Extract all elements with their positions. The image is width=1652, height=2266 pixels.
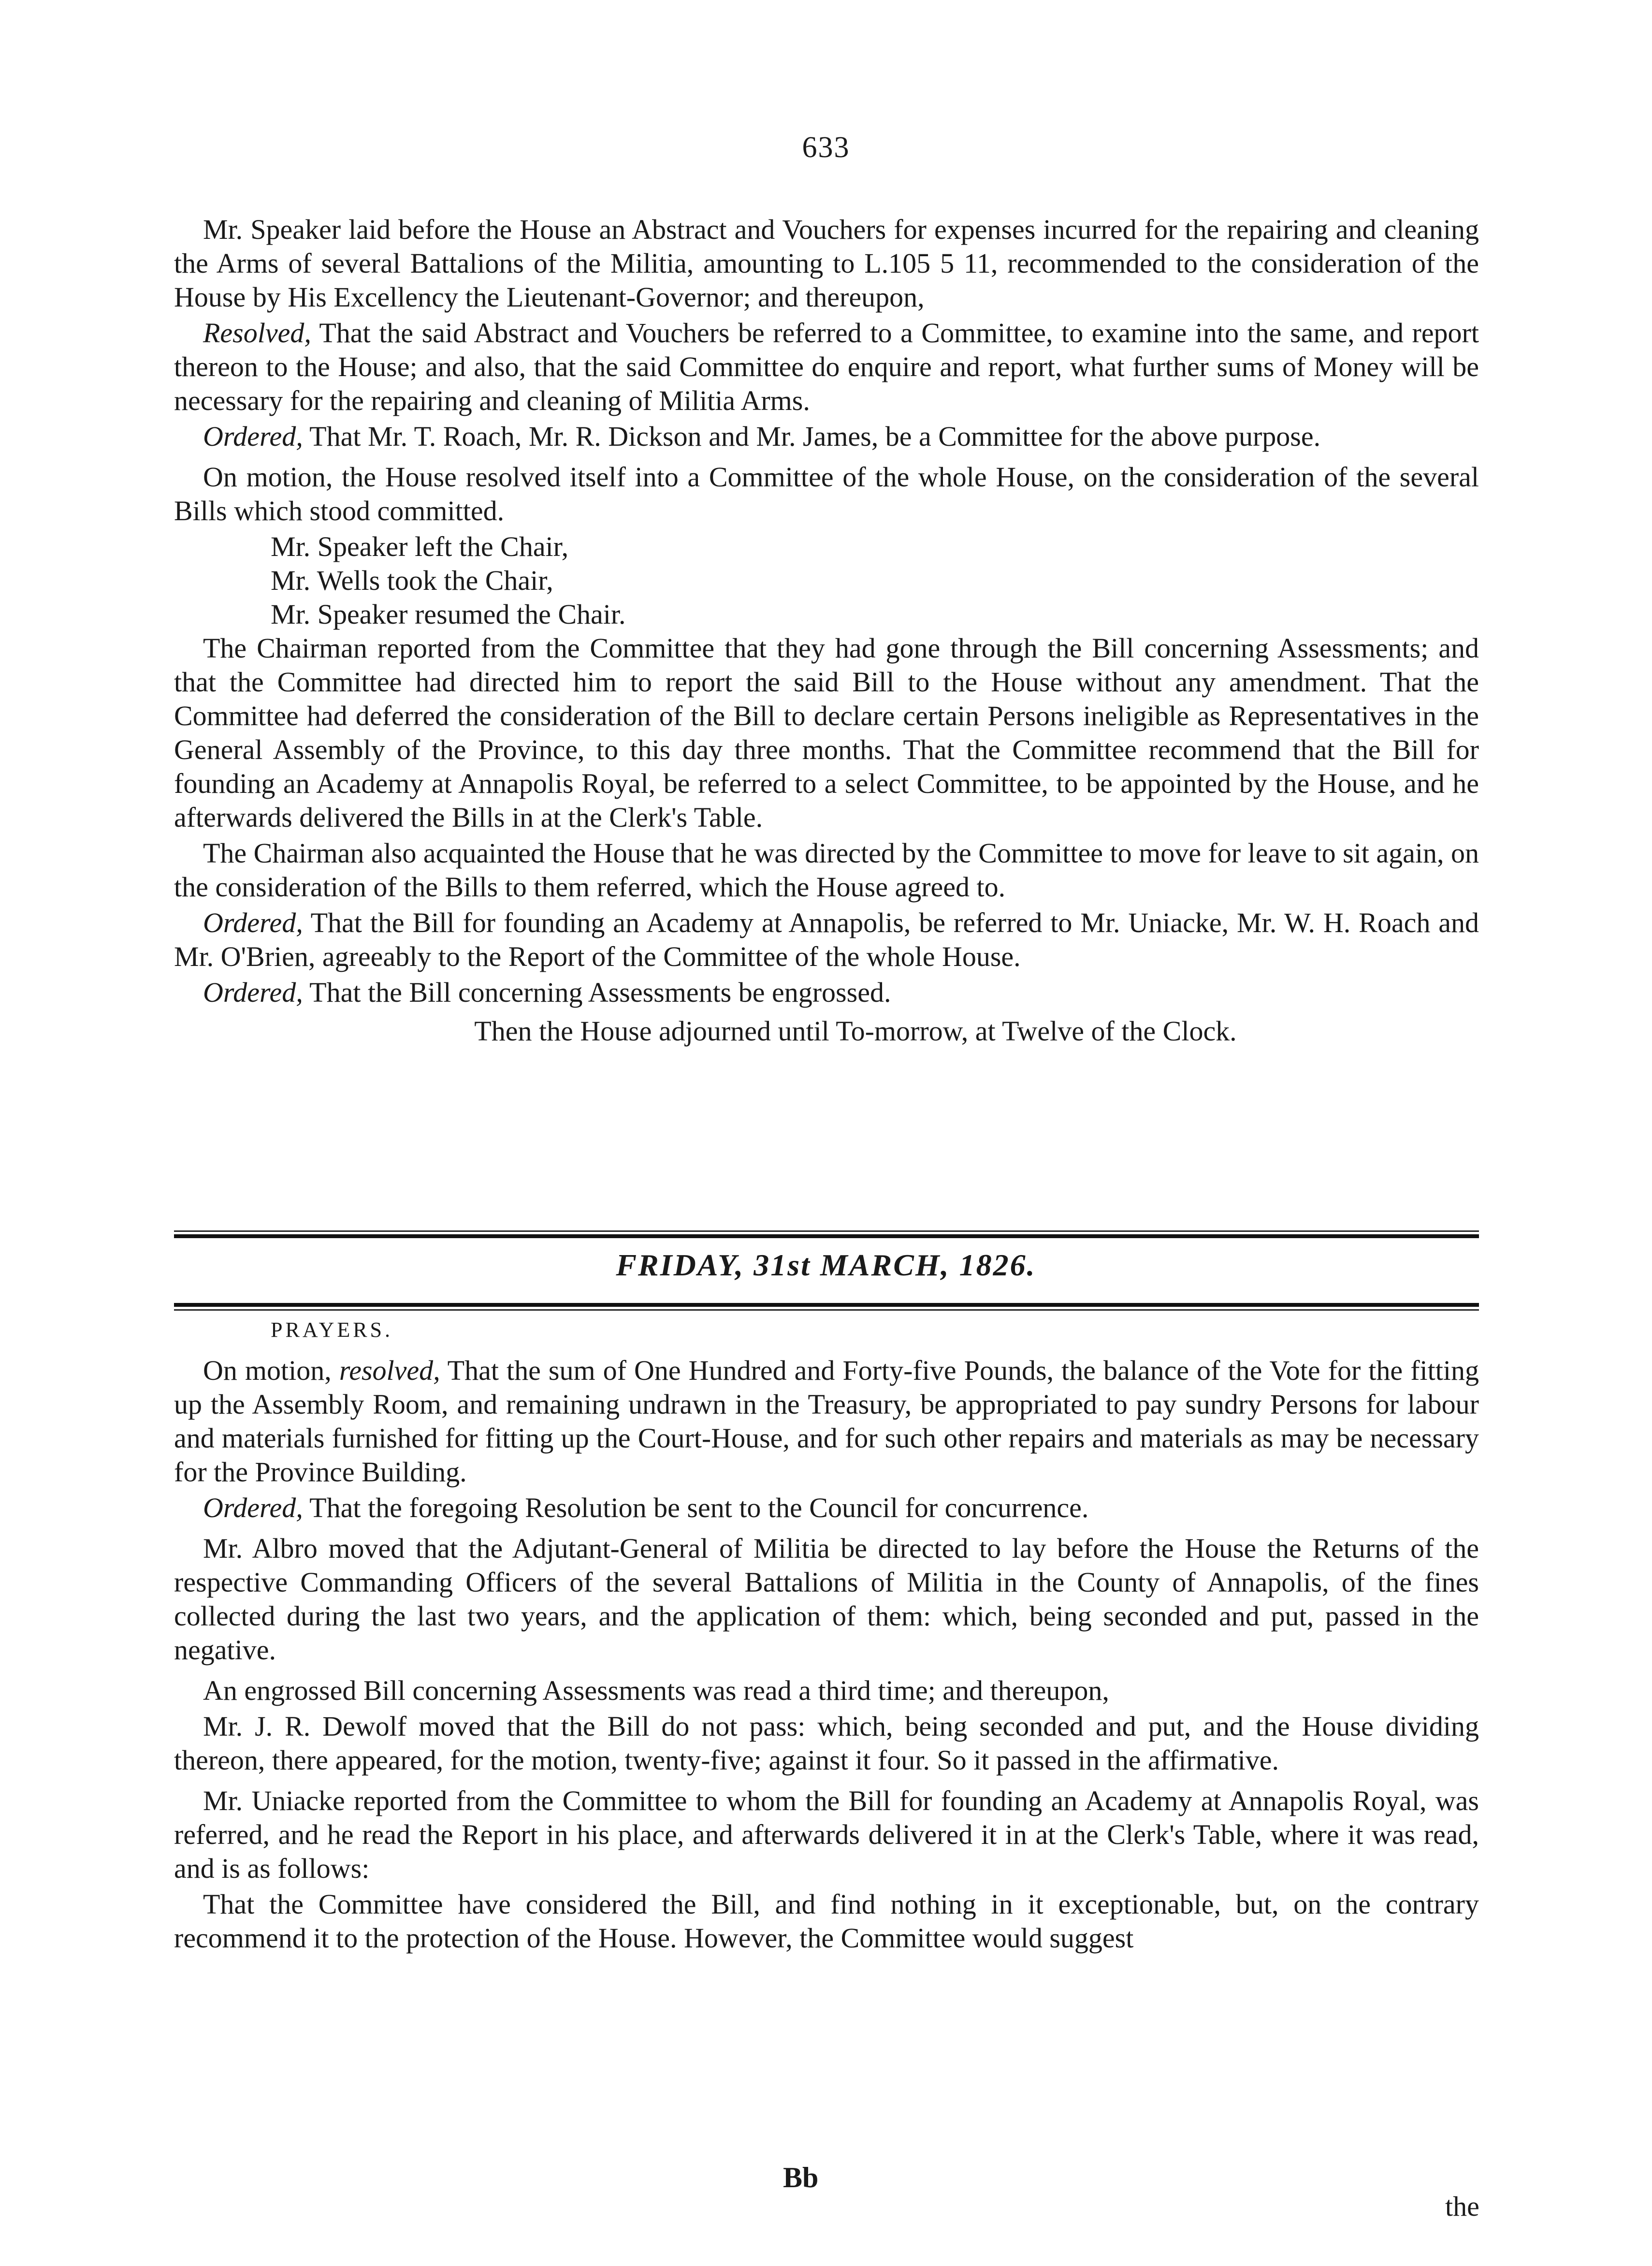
page-number: 633 xyxy=(802,131,850,164)
line-speaker-left: Mr. Speaker left the Chair, xyxy=(271,531,569,562)
line-speaker-resumed: Mr. Speaker resumed the Chair. xyxy=(271,599,626,630)
paragraph-uniacke-report: Mr. Uniacke reported from the Committee to whom the Bill for founding an Academy at Annapolis Royal, was referred, and he read the Report in his place, and afterwards delivered it in at the Clerk's Table, where it was read, and is as follows: xyxy=(174,1785,1479,1884)
paragraph-engrossed-bill: An engrossed Bill concerning Assessments was read a third time; and thereupon, xyxy=(203,1675,1109,1706)
paragraph-ordered-academy-bill: Ordered, That the Bill for founding an Academy at Annapolis, be referred to Mr. Uniacke, Mr. W. H. Roach and Mr. O'Brien, agreeably to the Report of the Committee of the whole House. xyxy=(174,907,1479,972)
line-wells-chair: Mr. Wells took the Chair, xyxy=(271,565,553,596)
paragraph-ordered-committee-members: Ordered, That Mr. T. Roach, Mr. R. Dickson and Mr. James, be a Committee for the above purpose. xyxy=(203,421,1321,452)
paragraph-dewolf-motion: Mr. J. R. Dewolf moved that the Bill do not pass: which, being seconded and put, and the House dividing thereon, there appeared, for the motion, twenty-five; against it four. So it passed in the affirmative. xyxy=(174,1710,1479,1776)
paragraph-committee-considered: That the Committee have considered the Bill, and find nothing in it exceptionable, but, on the contrary recommend it to the protection of the House. However, the Committee would suggest xyxy=(174,1888,1479,1954)
proceedings-block-friday xyxy=(174,1354,1479,1957)
paragraph-resolved-committee: Resolved, That the said Abstract and Vouchers be referred to a Committee, to examine into the same, and report thereon to the House; and also, that the said Committee do enquire and report, what further sums of Money will be necessary for the repairing and cleaning of Militia Arms. xyxy=(174,317,1479,416)
paragraph-chairman-leave: The Chairman also acquainted the House that he was directed by the Committee to move for leave to sit again, on the consideration of the Bills to them referred, which the House agreed to. xyxy=(174,837,1479,903)
paragraph-speaker-abstract: Mr. Speaker laid before the House an Abstract and Vouchers for expenses incurred for the repairing and cleaning the Arms of several Battalions of the Militia, amounting to L.105 5 11, recommended to the consideration of the House by His Excellency the Lieutenant-Governor; and thereupon, xyxy=(174,214,1479,313)
paragraph-ordered-council: Ordered, That the foregoing Resolution be sent to the Council for concurrence. xyxy=(203,1492,1089,1523)
prayers-label: PRAYERS. xyxy=(271,1318,393,1342)
paragraph-chairman-report: The Chairman reported from the Committee that they had gone through the Bill concerning Assessments; and that the Committee had directed him to report the said Bill to the House without any amendment. That the Committee had deferred the consideration of the Bill to declare certain Persons ineligible as Representatives in the General Assembly of the Province, to this day three months. That the Committee recommend that the Bill for founding an Academy at Annapolis Royal, be referred to a select Committee, to be appointed by the House, and he afterwards delivered the Bills in at the Clerk's Table. xyxy=(174,632,1479,833)
paragraph-ordered-engrossed: Ordered, That the Bill concerning Assessments be engrossed. xyxy=(203,977,891,1008)
paragraph-resolved-sum: On motion, resolved, That the sum of One Hundred and Forty-five Pounds, the balance of the Vote for the fitting up the Assembly Room, and remaining undrawn in the Treasury, be appropriated to pay sundry Persons for labour and materials furnished for fitting up the Court-House, and for such other repairs and materials as may be necessary for the Province Building. xyxy=(174,1355,1479,1488)
date-heading: FRIDAY, 31st MARCH, 1826. xyxy=(616,1248,1036,1282)
proceedings-block-thursday xyxy=(174,213,1479,1050)
section-rule-bottom xyxy=(174,1303,1479,1311)
adjournment-line: Then the House adjourned until To-morrow, at Twelve of the Clock. xyxy=(474,1015,1237,1047)
paragraph-committee-of-whole: On motion, the House resolved itself into a Committee of the whole House, on the consideration of the several Bills which stood committed. xyxy=(174,461,1479,526)
paragraph-albro-motion: Mr. Albro moved that the Adjutant-General of Militia be directed to lay before the House the Returns of the respective Commanding Officers of the several Battalions of Militia in the County of Annapolis, of the fines collected during the last two years, and the application of them: which, being seconded and put, passed in the negative. xyxy=(174,1533,1479,1666)
section-rule-top xyxy=(174,1230,1479,1238)
signature-mark: Bb xyxy=(783,2162,819,2193)
catchword: the xyxy=(1445,2191,1479,2222)
